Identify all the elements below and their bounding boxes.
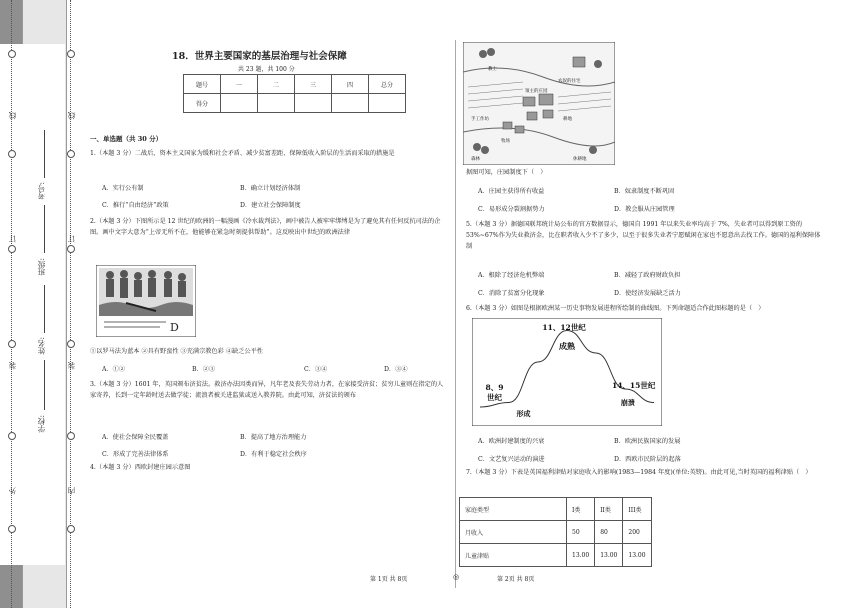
q5-option-c[interactable]: C．消除了贫富分化现象 — [478, 290, 545, 297]
binding-circle — [8, 245, 16, 253]
chart-annotation: 世纪 — [487, 393, 502, 402]
page-divider — [455, 40, 456, 588]
q2-caption: ①以罗马法为蓝本 ②具有野蛮性 ③充满宗教色彩 ④缺乏公平性 — [90, 348, 263, 355]
q2-stem: 2.（本题 3 分）下图所示是 12 世纪的欧洲的一幅漫画《冷水裁判法》，画中被告人被牢牢绑缚是为了避免其有任何反抗司法的企图。画中文字大意为“上帝无所不在，他能够在紧急时刻提供帮助”。这反映出中世纪的欧洲法律 — [90, 218, 441, 236]
development-curve-chart — [472, 318, 662, 426]
q1-stem: 1.（本题 3 分）二战后，资本主义国家为缓和社会矛盾、减少贫富差距、保障低收入阶层的生活而采取的措施是 — [90, 150, 395, 157]
table-cell: 13.00 — [567, 544, 595, 567]
q4-option-b[interactable]: B．奴隶制度不断巩固 — [614, 188, 675, 195]
table-row — [460, 498, 652, 521]
q5-option-d[interactable]: D．使经济发展缺乏活力 — [614, 290, 681, 297]
outer-cut-line — [11, 0, 12, 608]
manor-map-label: 森林 — [471, 157, 480, 162]
table-cell: 月收入 — [460, 521, 567, 544]
table-cell: III类 — [623, 498, 651, 521]
q3-option-d[interactable]: D．有利于稳定社会秩序 — [240, 451, 307, 458]
manor-map-label: 牧场 — [501, 139, 510, 144]
manor-map-label: 教士 — [488, 67, 497, 72]
q3-option-a[interactable]: A．使社会保障全民覆盖 — [102, 434, 169, 441]
inner-cut-line — [70, 0, 71, 608]
q6-option-b[interactable]: B．欧洲民族国家的发展 — [614, 438, 681, 445]
chart-annotation: 11、12世纪 — [542, 323, 586, 332]
manor-map-label: 耕地 — [563, 117, 572, 122]
q2-option-d[interactable]: D．③④ — [384, 366, 408, 373]
q1-option-a[interactable]: A．实行公有制 — [102, 185, 144, 192]
score-cell: 一 — [221, 75, 258, 94]
table-cell: 13.00 — [623, 544, 651, 567]
binding-circle — [8, 150, 16, 158]
q6-option-d[interactable]: D．西欧市民阶层的起落 — [614, 456, 681, 463]
chart-annotation: 形成 — [516, 409, 531, 418]
id-field-label: 考号: — [37, 182, 46, 200]
manor-map-label: 领主的庄园 — [525, 89, 548, 94]
q2-option-c[interactable]: C．③④ — [304, 366, 328, 373]
chart-annotation: 8、9 — [485, 383, 504, 392]
table-cell: 200 — [623, 521, 651, 544]
table-cell: 80 — [595, 521, 623, 544]
name-field-label: 姓名: — [37, 337, 46, 355]
table-cell: 儿童津贴 — [460, 544, 567, 567]
q2-option-b[interactable]: B．②③ — [192, 366, 216, 373]
binding-circle — [67, 432, 75, 440]
binding-mark-xian-inner: 线 — [67, 112, 76, 120]
score-input-cell[interactable] — [369, 94, 406, 113]
q5-stem: 5.（本题 3 分）据德国联邦统计局公布的官方数据显示，德国自 1991 年以来失业率均高于 7%，失业者可以得到原工资的 53%~67%作为失业救济金，比在职者收入少不了多少，以至于很多失业者宁愿赋闲在家也不愿意出去找工作。德国的福利保障体制 — [466, 221, 821, 250]
binding-circle — [67, 340, 75, 348]
score-cell: 三 — [295, 75, 332, 94]
binding-mark-ding-outer: 订 — [8, 235, 17, 243]
section-title: 一、单选题（共 30 分） — [90, 135, 163, 143]
page-number-left: 第 1页 共 8页 — [370, 576, 408, 583]
school-field-line[interactable] — [44, 360, 45, 410]
manor-map — [463, 42, 615, 165]
binding-mark-wai: 外 — [8, 487, 17, 495]
page-subtitle: 共 23 题，共 100 分 — [238, 66, 295, 73]
table-cell: 13.00 — [595, 544, 623, 567]
table-row — [460, 544, 652, 567]
binding-circle — [67, 150, 75, 158]
binding-circle — [8, 340, 16, 348]
table-cell: II类 — [595, 498, 623, 521]
q3-option-c[interactable]: C．形成了完善法律体系 — [102, 451, 169, 458]
binding-circle — [8, 432, 16, 440]
score-input-cell[interactable] — [295, 94, 332, 113]
q3-option-b[interactable]: B．提高了地方治理能力 — [240, 434, 307, 441]
q1-option-b[interactable]: B．确立计划经济体制 — [240, 185, 301, 192]
q6-stem: 6.（本题 3 分）如图是根据欧洲某一历史事物发展进程所绘制的曲线图。下列命题适合作此图标题的是（ ） — [466, 305, 765, 312]
manor-map-label: 手工作坊 — [471, 117, 489, 122]
footer-symbol: ◎ — [453, 573, 460, 581]
q1-option-d[interactable]: D．建立社会保障制度 — [240, 202, 301, 209]
chart-annotation: 14、15世纪 — [612, 381, 656, 390]
score-table — [183, 74, 406, 113]
binding-mark-zhuang-inner: 装 — [67, 362, 76, 370]
binding-mark-xian-outer: 线 — [8, 112, 17, 120]
q4-option-d[interactable]: D．教会服从庄园管理 — [614, 206, 675, 213]
binding-circle — [8, 50, 16, 58]
score-cell: 四 — [332, 75, 369, 94]
binding-circle — [67, 245, 75, 253]
score-table-row — [184, 75, 406, 94]
q2-option-a[interactable]: A．①② — [102, 366, 126, 373]
q6-option-c[interactable]: C．文艺复兴运动的演进 — [478, 456, 545, 463]
chart-annotation: 成熟 — [559, 341, 575, 351]
manor-map-label: 农奴的住宅 — [558, 79, 581, 84]
q4-option-a[interactable]: A．庄园主获得所有收益 — [478, 188, 545, 195]
chart-annotation: 崩溃 — [620, 398, 635, 407]
score-cell: 题号 — [184, 75, 221, 94]
q6-option-a[interactable]: A．欧洲封建制度的兴衰 — [478, 438, 545, 445]
score-table-row — [184, 94, 406, 113]
score-input-cell[interactable] — [332, 94, 369, 113]
binding-circle — [8, 525, 16, 533]
binding-circle — [67, 525, 75, 533]
school-field-label: 学校: — [37, 415, 46, 433]
binding-mark-ding-inner: 订 — [67, 235, 76, 243]
q1-option-c[interactable]: C．推行“自由经济”政策 — [102, 202, 169, 209]
table-cell: 家庭类型 — [460, 498, 567, 521]
table-row — [460, 521, 652, 544]
q4-continuation: 据图可知，庄园制度下（ ） — [466, 169, 547, 176]
class-field-line[interactable] — [44, 205, 45, 253]
manor-map-label: 休耕地 — [573, 157, 587, 162]
binding-circle — [67, 50, 75, 58]
q4-stem: 4.（本题 3 分）西欧封建庄园示意图 — [90, 464, 191, 471]
cold-water-ordeal-cartoon — [96, 265, 196, 337]
id-field-line[interactable] — [44, 130, 45, 178]
score-input-cell[interactable] — [258, 94, 295, 113]
q3-stem: 3.（本题 3 分）1601 年，英国颁布济贫法。救济办法因类而异，凡年老及丧失劳动力者，在家接受济贫；贫穷儿童则在指定的人家寄养，长到一定年龄时送去做学徒；流浪者被关进监狱或送入教养院。由此可知，济贫法的颁布 — [90, 381, 444, 399]
score-cell: 得分 — [184, 94, 221, 113]
q4-option-c[interactable]: C．易形成分裂割据势力 — [478, 206, 545, 213]
score-cell: 二 — [258, 75, 295, 94]
page-number-right: 第 2页 共 8页 — [497, 576, 535, 583]
svg-text:D: D — [170, 321, 179, 334]
table-cell: I类 — [567, 498, 595, 521]
name-field-line[interactable] — [44, 285, 45, 333]
table-cell: 50 — [567, 521, 595, 544]
q7-stem: 7.（本题 3 分）下表是英国福利津贴对家庭收入的影响(1983—1984 年度)(单位:英镑)。由此可见,当时英国的福利津贴（ ） — [466, 469, 812, 476]
score-input-cell[interactable] — [221, 94, 258, 113]
binding-mark-zhuang-outer: 装 — [8, 362, 17, 370]
page-title: 18．世界主要国家的基层治理与社会保障 — [172, 51, 347, 62]
q5-option-b[interactable]: B．减轻了政府财政负担 — [614, 272, 681, 279]
binding-mark-nei: 内 — [67, 487, 76, 495]
class-field-label: 班级: — [37, 258, 46, 276]
score-cell: 总分 — [369, 75, 406, 94]
q5-option-a[interactable]: A．根除了经济危机弊端 — [478, 272, 545, 279]
welfare-table — [459, 497, 652, 567]
chart-frame — [472, 318, 662, 426]
